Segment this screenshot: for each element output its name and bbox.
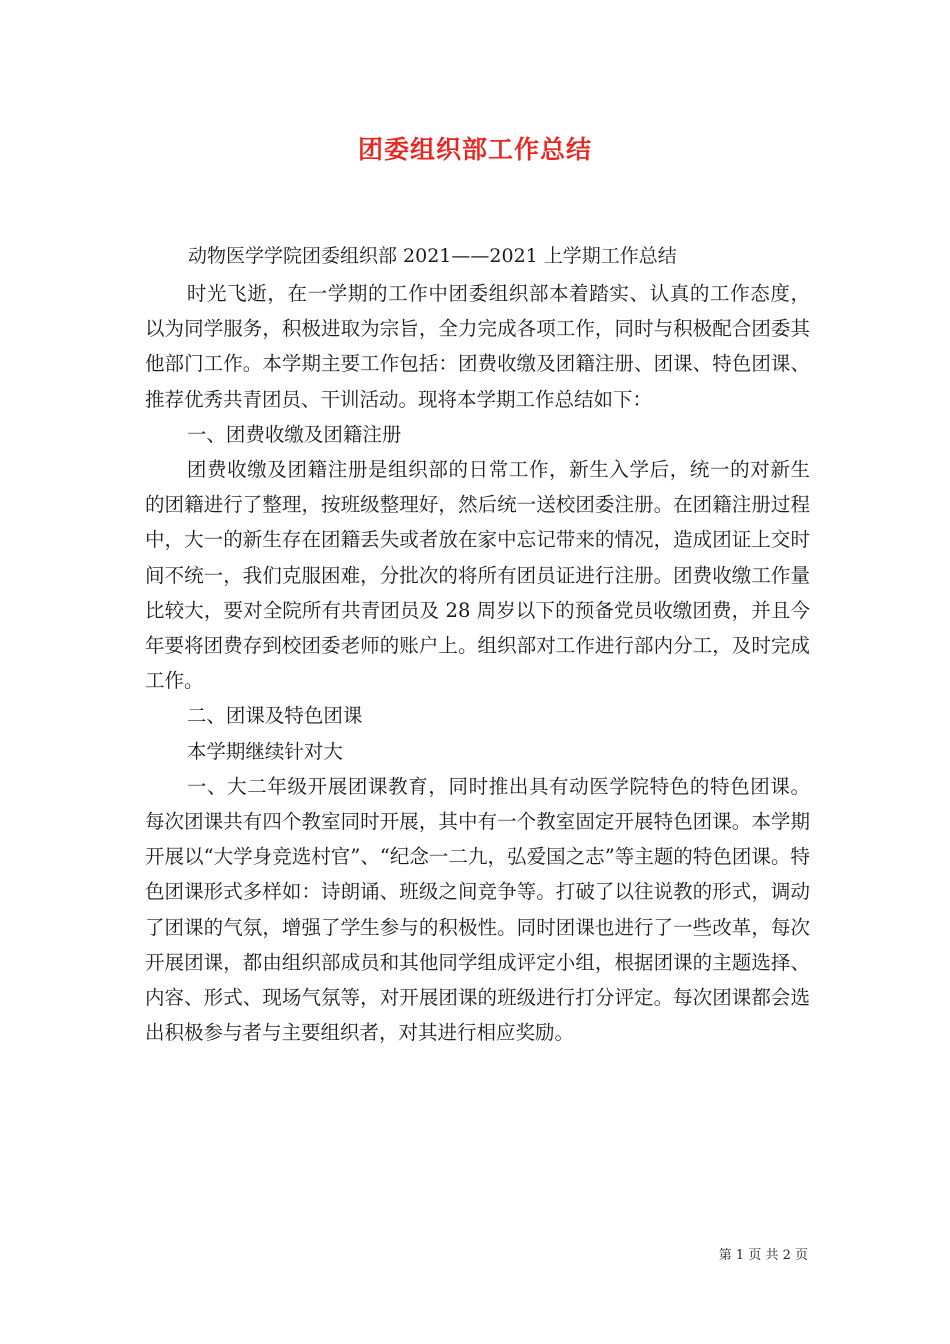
document-subtitle: 动物医学学院团委组织部 2021——2021 上学期工作总结: [188, 245, 677, 267]
section-heading-2: 二、团课及特色团课: [186, 704, 363, 728]
paragraph-intro: 时光飞逝，在一学期的工作中团委组织部本着踏实、认真的工作态度，以为同学服务，积极进取为宗旨，全力完成各项工作，同时与积极配合团委其他部门工作。本学期主要工作包括：团费收缴及团籍注册、团课、特色团课、推荐优秀共青团员、干训活动。现将本学期工作总结如下：: [145, 282, 810, 411]
page-number: 第 1 页 共 2 页: [718, 1248, 808, 1263]
paragraph-section-2-lead: 本学期继续针对大: [186, 739, 343, 763]
paragraph-section-1: 团费收缴及团籍注册是组织部的日常工作，新生入学后，统一的对新生的团籍进行了整理，按班级整理好，然后统一送校团委注册。在团籍注册过程中，大一的新生存在团籍丢失或者放在家中忘记带来的情况，造成团证上交时间不统一，我们克服困难，分批次的将所有团员证进行注册。团费收缴工作量比较大，要对全院所有共青团员及 28 周岁以下的预备党员收缴团费，并且今年要将团费存到校团委老师的账户上。组织部对工作进行部内分工，及时完成工作。: [145, 458, 810, 693]
paragraph-section-2: 一、大二年级开展团课教育，同时推出具有动医学院特色的特色团课。每次团课共有四个教室同时开展，其中有一个教室固定开展特色团课。本学期开展以“大学身竞选村官”、“纪念一二九，弘爱国之志”等主题的特色团课。特色团课形式多样如：诗朗诵、班级之间竞争等。打破了以往说教的形式，调动了团课的气氛，增强了学生参与的积极性。同时团课也进行了一些改革，每次开展团课，都由组织部成员和其他同学组成评定小组，根据团课的主题选择、内容、形式、现场气氛等，对开展团课的班级进行打分评定。每次团课都会选出积极参与者与主要组织者，对其进行相应奖励。: [145, 774, 810, 1045]
document-title: 团委组织部工作总结: [357, 135, 592, 164]
section-heading-1: 一、团费收缴及团籍注册: [186, 422, 402, 446]
document-body: [145, 276, 810, 1050]
